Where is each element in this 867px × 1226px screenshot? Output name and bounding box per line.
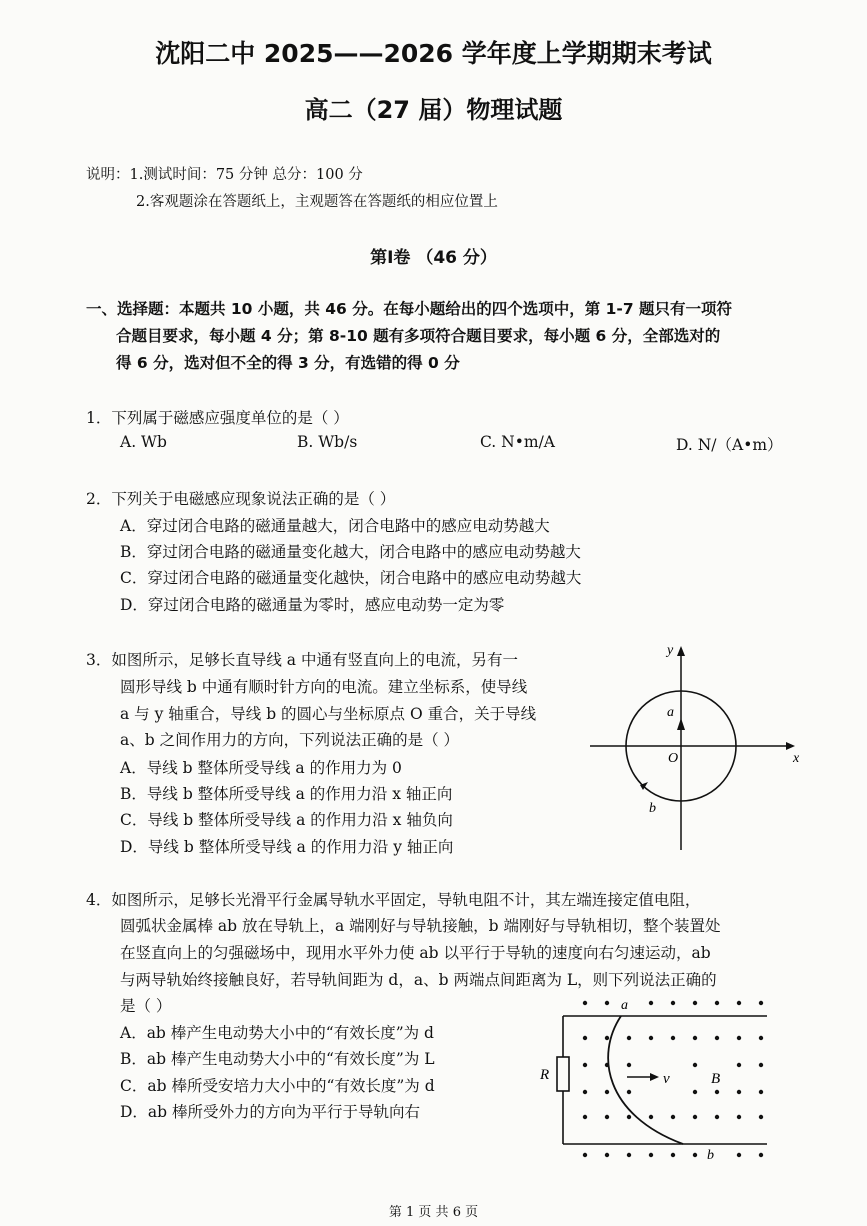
field-dot [759,1063,763,1067]
q3-stem-line-1: 3．如图所示，足够长直导线 a 中通有竖直向上的电流，另有一 [86,651,518,669]
field-dot [605,1001,609,1005]
wire-a-label: a [667,705,674,720]
field-dot [671,1036,675,1040]
q2-option-a: A．穿过闭合电路的磁通量越大，闭合电路中的感应电动势越大 [120,517,550,535]
field-dot [605,1115,609,1119]
origin-label: O [668,751,679,766]
field-dot [737,1115,741,1119]
q3-stem-line-4: a、b 之间作用力的方向，下列说法正确的是（ ） [120,731,460,749]
section-instruction-line-1: 一、选择题：本题共 10 小题，共 46 分。在每小题给出的四个选项中，第 1-7 题只有一项符 [86,300,733,318]
field-dot [693,1153,697,1157]
q1-option-c: C. N•m/A [480,433,555,451]
q4-stem-line-5: 是（ ） [120,997,172,1015]
exam-subtitle: 高二（27 届）物理试题 [304,96,563,124]
q3-option-b: B．导线 b 整体所受导线 a 的作用力沿 x 轴正向 [120,785,453,803]
y-axis-label: y [667,643,674,658]
exam-title: 沈阳二中 2025——2026 学年度上学期期末考试 [155,39,712,68]
field-dot [737,1036,741,1040]
q4-option-d: D．ab 棒所受外力的方向为平行于导轨向右 [120,1103,421,1121]
q4-stem-line-3: 在竖直向上的匀强磁场中，现用水平外力使 ab 以平行于导轨的速度向右匀速运动，ab [120,944,711,962]
arc-rod-ab [608,1016,683,1144]
field-dot [737,1090,741,1094]
q2-stem: 2．下列关于电磁感应现象说法正确的是（ ） [86,490,396,508]
loop-b-label: b [649,801,656,816]
field-dot [627,1090,631,1094]
magnetic-field-dots [583,1001,763,1157]
resistor-label: R [540,1067,550,1083]
field-dot [715,1090,719,1094]
field-dot [693,1063,697,1067]
section-instruction-line-2: 合题目要求，每小题 4 分；第 8-10 题有多项符合题目要求，每小题 6 分，全部选对的 [116,327,721,345]
field-dot [671,1153,675,1157]
q3-stem-line-2: 圆形导线 b 中通有顺时针方向的电流。建立坐标系，使导线 [120,678,528,696]
field-dot [605,1036,609,1040]
q2-option-c: C．穿过闭合电路的磁通量变化越快，闭合电路中的感应电动势越大 [120,569,582,587]
x-axis-label: x [793,751,800,766]
field-dot [737,1063,741,1067]
q4-option-b: B．ab 棒产生电动势大小中的“有效长度”为 L [120,1050,435,1068]
field-dot [649,1153,653,1157]
field-dot [715,1036,719,1040]
q4-figure [535,995,775,1165]
q3-option-d: D．导线 b 整体所受导线 a 的作用力沿 y 轴正向 [120,838,454,856]
field-dot [737,1153,741,1157]
q1-option-a: A. Wb [120,433,167,451]
field-dot [627,1115,631,1119]
q3-figure [585,640,800,855]
resistor [557,1057,569,1091]
velocity-label: v [663,1071,670,1087]
q1-stem: 1．下列属于磁感应强度单位的是（ ） [86,409,349,427]
q1-option-b: B. Wb/s [297,433,358,451]
q4-option-a: A．ab 棒产生电动势大小中的“有效长度”为 d [120,1024,434,1042]
q4-stem-line-4: 与两导轨始终接触良好，若导轨间距为 d，a、b 两端点间距离为 L，则下列说法正确的 [120,971,717,989]
field-dot [759,1115,763,1119]
note-line-1: 说明：1.测试时间：75 分钟 总分：100 分 [86,167,363,183]
q4-stem-line-2: 圆弧状金属棒 ab 放在导轨上，a 端刚好与导轨接触，b 端刚好与导轨相切，整个装置处 [120,917,721,935]
field-dot [737,1001,741,1005]
note-line-2: 2.客观题涂在答题纸上，主观题答在答题纸的相应位置上 [136,194,498,210]
field-dot [627,1063,631,1067]
q4-stem-line-1: 4．如图所示，足够长光滑平行金属导轨水平固定，导轨电阻不计，其左端连接定值电阻， [86,891,701,909]
field-dot [759,1036,763,1040]
field-dot [759,1153,763,1157]
page-footer: 第 1 页 共 6 页 [388,1205,479,1220]
field-label: B [711,1071,721,1087]
q2-option-d: D．穿过闭合电路的磁通量为零时，感应电动势一定为零 [120,596,505,614]
field-dot [583,1063,587,1067]
field-dot [649,1115,653,1119]
field-dot [583,1090,587,1094]
field-dot [649,1036,653,1040]
q1-option-d: D. N/（A•m） [676,436,783,454]
q4-option-c: C．ab 棒所受安培力大小中的“有效长度”为 d [120,1077,435,1095]
field-dot [759,1001,763,1005]
field-dot [693,1036,697,1040]
field-dot [715,1001,719,1005]
y-axis-arrow-icon [677,646,685,656]
field-dot [693,1090,697,1094]
q3-option-c: C．导线 b 整体所受导线 a 的作用力沿 x 轴负向 [120,811,453,829]
field-dot [649,1001,653,1005]
velocity-arrow-head-icon [650,1073,659,1081]
field-dot [627,1153,631,1157]
field-dot [671,1115,675,1119]
end-a-label: a [621,998,628,1013]
field-dot [693,1115,697,1119]
x-axis-arrow-icon [786,742,795,750]
field-dot [671,1001,675,1005]
field-dot [605,1153,609,1157]
q3-option-a: A．导线 b 整体所受导线 a 的作用力为 0 [120,759,402,777]
field-dot [715,1115,719,1119]
q2-option-b: B．穿过闭合电路的磁通量变化越大，闭合电路中的感应电动势越大 [120,543,581,561]
volume-heading: 第Ⅰ卷 （46 分） [370,248,497,268]
section-instruction-line-3: 得 6 分，选对但不全的得 3 分，有选错的得 0 分 [116,354,460,372]
field-dot [583,1115,587,1119]
current-a-arrow-icon [677,718,685,730]
q3-stem-line-3: a 与 y 轴重合，导线 b 的圆心与坐标原点 O 重合，关于导线 [120,705,537,723]
field-dot [605,1090,609,1094]
end-b-label: b [707,1148,714,1163]
field-dot [583,1036,587,1040]
field-dot [693,1001,697,1005]
field-dot [583,1153,587,1157]
field-dot [759,1090,763,1094]
field-dot [583,1001,587,1005]
field-dot [627,1036,631,1040]
